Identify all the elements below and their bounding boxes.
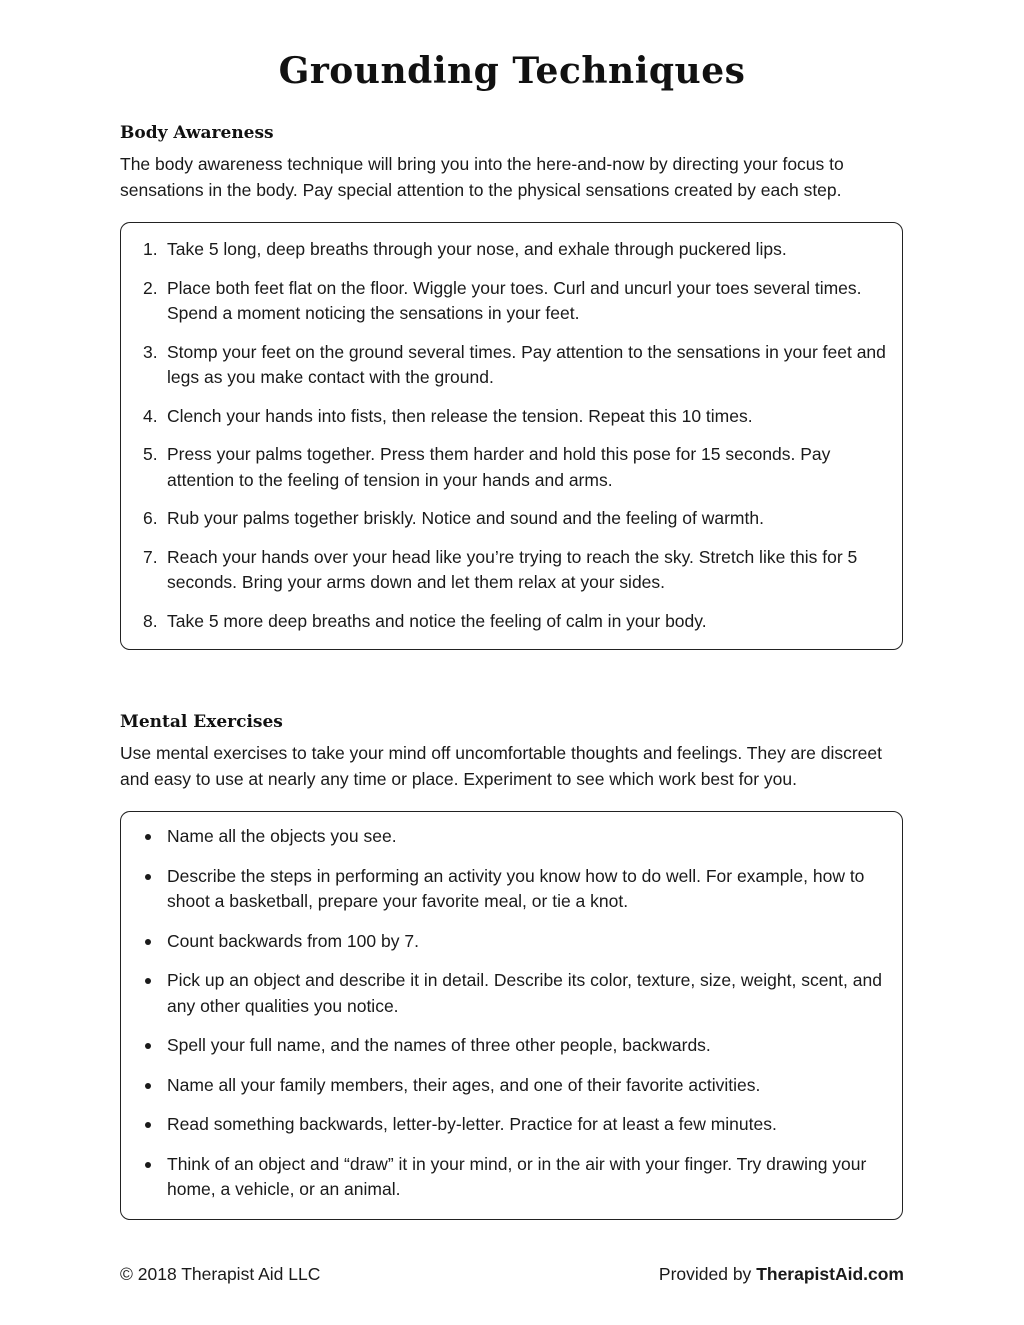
mental-exercises-intro: Use mental exercises to take your mind off uncomfortable thoughts and feelings. They are discreet and easy to use at nearly any time or place. Experiment to see which work best for you. — [120, 743, 882, 789]
body-awareness-steps-list — [121, 237, 902, 634]
exercise-item — [121, 1033, 902, 1059]
exercise-item — [121, 1152, 902, 1203]
bullet-icon — [145, 1162, 151, 1168]
step-text: Rub your palms together briskly. Notice and sound and the feeling of warmth. — [167, 508, 764, 528]
step-number: 2. — [143, 277, 158, 298]
step-item — [121, 237, 902, 263]
exercise-text: Think of an object and “draw” it in your mind, or in the air with your finger. Try drawing your home, a vehicle, or an animal. — [167, 1153, 867, 1199]
body-awareness-intro: The body awareness technique will bring you into the here-and-now by directing your focus to sensations in the body. Pay special attention to the physical sensations created by each step. — [120, 154, 844, 200]
step-number: 8. — [143, 610, 158, 631]
exercise-text: Name all your family members, their ages, and one of their favorite activities. — [167, 1074, 761, 1095]
bullet-icon — [145, 1043, 151, 1049]
mental-exercises-list — [121, 824, 902, 1203]
step-item — [121, 404, 902, 430]
mental-exercises-heading: Mental Exercises — [120, 712, 283, 732]
step-item — [121, 276, 902, 327]
step-item — [121, 442, 902, 493]
step-text: Take 5 long, deep breaths through your nose, and exhale through puckered lips. — [167, 239, 787, 259]
bullet-icon — [145, 1083, 151, 1089]
mental-exercises-box — [120, 811, 903, 1220]
exercise-item — [121, 824, 902, 850]
exercise-text: Name all the objects you see. — [167, 826, 397, 846]
exercise-text: Count backwards from 100 by 7. — [167, 930, 419, 951]
exercise-item — [121, 1073, 902, 1099]
step-text: Press your palms together. Press them harder and hold this pose for 15 seconds. Pay attention to the feeling of tension in your hands and arms. — [167, 444, 831, 490]
bullet-icon — [145, 874, 151, 880]
body-awareness-heading: Body Awareness — [120, 123, 274, 143]
step-text: Reach your hands over your head like you’re trying to reach the sky. Stretch like this for 5 seconds. Bring your arms down and let them relax at your sides. — [167, 546, 858, 592]
step-item — [121, 545, 902, 596]
exercise-text: Describe the steps in performing an activity you know how to do well. For example, how to shoot a basketball, prepare your favorite meal, or tie a knot. — [167, 865, 865, 911]
exercise-item — [121, 929, 902, 955]
step-number: 3. — [143, 341, 158, 362]
step-number: 1. — [143, 239, 158, 259]
step-item — [121, 340, 902, 391]
body-awareness-steps-box — [120, 222, 903, 650]
bullet-icon — [145, 1122, 151, 1128]
step-number: 5. — [143, 444, 158, 464]
exercise-text: Spell your full name, and the names of three other people, backwards. — [167, 1035, 711, 1055]
exercise-text: Pick up an object and describe it in detail. Describe its color, texture, size, weight, scent, and any other qualities you notice. — [167, 970, 882, 1016]
step-item — [121, 506, 902, 532]
step-number: 4. — [143, 405, 158, 426]
footer-provided-label: Provided by — [658, 1264, 752, 1284]
exercise-item — [121, 968, 902, 1019]
step-text: Take 5 more deep breaths and notice the feeling of calm in your body. — [167, 610, 707, 631]
exercise-text: Read something backwards, letter-by-letter. Practice for at least a few minutes. — [167, 1114, 777, 1134]
bullet-icon — [145, 939, 151, 945]
bullet-icon — [145, 978, 151, 984]
footer-site-link[interactable]: TherapistAid.com — [756, 1264, 904, 1284]
step-text: Clench your hands into fists, then release the tension. Repeat this 10 times. — [167, 405, 753, 426]
mental-exercises-section — [120, 711, 905, 792]
page-title: Grounding Techniques — [278, 50, 746, 92]
step-item — [121, 609, 902, 635]
step-number: 7. — [143, 546, 158, 567]
exercise-item — [121, 864, 902, 915]
step-text: Stomp your feet on the ground several times. Pay attention to the sensations in your feet and legs as you make contact with the ground. — [167, 341, 886, 387]
bullet-icon — [145, 834, 151, 840]
footer-copyright: © 2018 Therapist Aid LLC — [120, 1264, 321, 1284]
exercise-item — [121, 1112, 902, 1138]
body-awareness-section — [120, 122, 905, 203]
footer-provided-by — [659, 1264, 904, 1285]
step-text: Place both feet flat on the floor. Wiggle your toes. Curl and uncurl your toes several times. Spend a moment noticing the sensations in your feet. — [167, 277, 862, 323]
step-number: 6. — [143, 508, 158, 528]
